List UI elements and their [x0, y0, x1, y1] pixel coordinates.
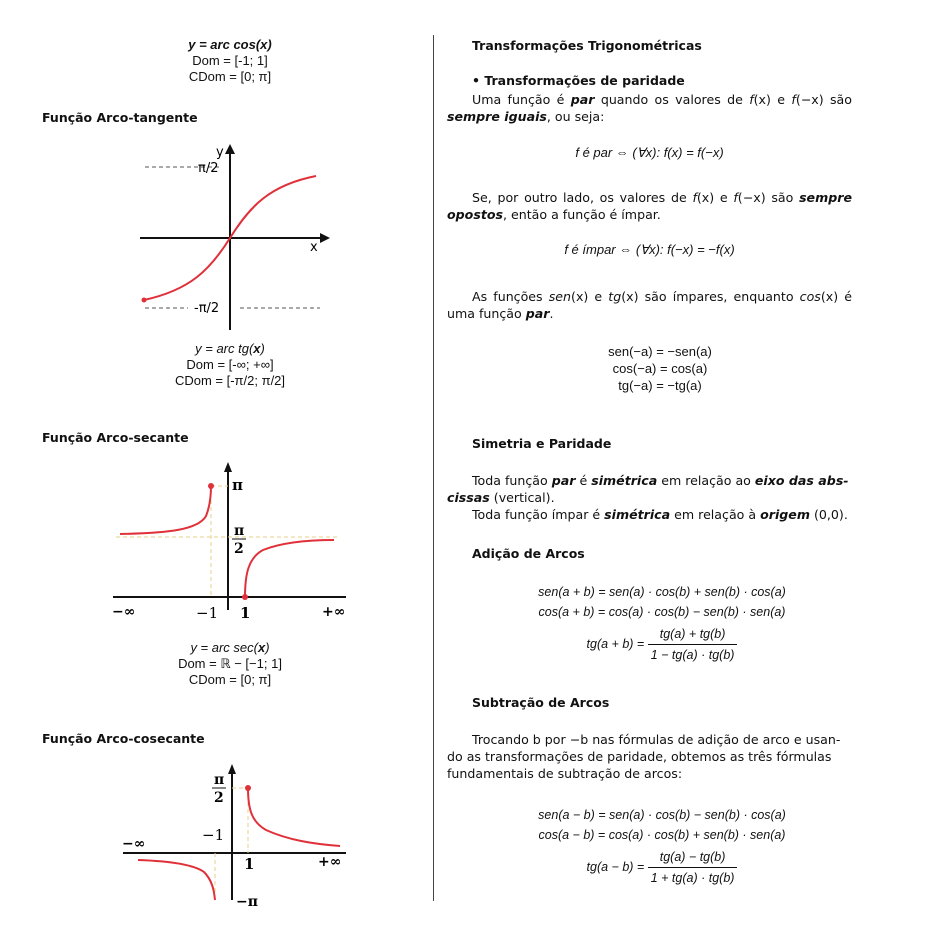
parity-p3-b: sen: [548, 289, 572, 304]
arcsec-one: 1: [240, 604, 251, 622]
arcsec-formula-pre: y = arc sec(: [190, 640, 258, 655]
arcsec-endpoint-top: [208, 483, 214, 489]
parity-p3-i: .: [549, 306, 554, 321]
arccsc-curve-right: [248, 788, 340, 846]
parity-p2-g: , então a função é ímpar.: [502, 207, 661, 222]
parity-p1-b: par: [570, 92, 595, 107]
parity-p1-e: (x) e: [753, 92, 792, 107]
parity-identities: [560, 343, 760, 394]
arccos-block: [130, 37, 330, 85]
arctan-codomain: CDom = [-π/2; π/2]: [174, 373, 286, 388]
addition-tg: [447, 624, 877, 665]
arctan-heading: Função Arco-tangente: [42, 110, 198, 125]
arctan-domain: Dom = [-∞; +∞]: [186, 357, 274, 372]
subtraction-tg-fraction: [648, 847, 738, 888]
parity-p2-d: f: [733, 190, 738, 205]
addition-formulas: [447, 582, 877, 665]
symmetry-l1-a: Toda função: [472, 473, 552, 488]
arccsc-neg-one: −1: [202, 826, 225, 844]
parity-p3-f: cos: [799, 289, 821, 304]
symmetry-l1-d: simétrica: [591, 473, 658, 488]
parity-equation-odd: f é ímpar ⇔ (∀x): f(−x) = −f(x): [564, 242, 735, 257]
subtraction-tg-lhs: tg(a − b) =: [586, 859, 645, 874]
arctan-endpoint: [142, 298, 147, 303]
arcsec-formula-var: x: [257, 640, 266, 655]
subtraction-tg-num: tg(a) − tg(b): [648, 847, 738, 868]
symmetry-l3-d: origem: [760, 507, 810, 522]
arctan-x-label: x: [310, 240, 318, 255]
arccsc-pos-inf: +∞: [318, 854, 342, 870]
identity-sen: sen(−a) = −sen(a): [608, 344, 712, 359]
arctan-formula-var: x: [253, 341, 261, 356]
subtraction-sen: sen(a − b) = sen(a) · cos(b) − sen(b) · cos(a): [538, 808, 786, 822]
arccsc-half-num: π: [214, 772, 225, 788]
arctan-formula-pre: y = arc tg(: [195, 341, 254, 356]
subtraction-tg: [447, 847, 877, 888]
symmetry-l3-c: em relação à: [670, 507, 761, 522]
symmetry-l2-b: (vertical).: [489, 490, 555, 505]
addition-tg-fraction: [648, 624, 738, 665]
subtraction-tg-den: 1 + tg(a) · tg(b): [650, 871, 735, 885]
parity-p3-c: (x) e: [571, 289, 609, 304]
symmetry-l1-e: em relação ao: [657, 473, 755, 488]
parity-p2-b: f: [692, 190, 697, 205]
subtraction-heading: Subtração de Arcos: [472, 695, 610, 710]
parity-p2-a: Se, por outro lado, os valores de: [472, 190, 693, 205]
parity-p1-i: , ou seja:: [546, 109, 605, 124]
arctan-bottom-label: -π/2: [194, 301, 220, 316]
parity-p1-a: Uma função é: [472, 92, 571, 107]
symmetry-paragraph: [447, 472, 857, 523]
arcsec-neg-inf: −∞: [112, 604, 136, 620]
arcsec-endpoint-bottom: [242, 594, 248, 600]
arcsec-heading: Função Arco-secante: [42, 430, 189, 445]
arctan-y-label: y: [216, 145, 224, 160]
arccsc-y-arrow: [228, 764, 236, 774]
arcsec-formula: [130, 640, 330, 656]
arccsc-one: 1: [244, 855, 255, 873]
parity-paragraph-2: [447, 189, 852, 223]
symmetry-l3-a: Toda função ímpar é: [472, 507, 605, 522]
parity-p1-d: f: [749, 92, 754, 107]
parity-p3-h: par: [525, 306, 550, 321]
symmetry-l3-b: simétrica: [604, 507, 671, 522]
parity-p3-a: As funções: [472, 289, 549, 304]
addition-tg-lhs: tg(a + b) =: [586, 636, 645, 651]
arccos-codomain: CDom = [0; π]: [188, 69, 272, 84]
parity-p3-d: tg: [608, 289, 622, 304]
identity-cos: cos(−a) = cos(a): [612, 361, 708, 376]
addition-tg-den: 1 − tg(a) · tg(b): [650, 648, 735, 662]
arcsec-graph: [108, 450, 353, 625]
addition-tg-num: tg(a) + tg(b): [648, 624, 738, 645]
arcsec-formula-post: ): [265, 640, 270, 655]
addition-sen: sen(a + b) = sen(a) · cos(b) + sen(b) · cos(a): [538, 585, 786, 599]
addition-heading: Adição de Arcos: [472, 546, 585, 561]
arcsec-curve-right: [245, 540, 334, 597]
parity-p3-e: (x) são ímpares, enquanto: [621, 289, 800, 304]
arcsec-neg-one: −1: [196, 604, 219, 622]
parity-equation-even: f é par ⇔ (∀x): f(x) = f(−x): [575, 145, 724, 160]
parity-p1-c: quando os valores de: [594, 92, 750, 107]
arcsec-codomain: CDom = [0; π]: [188, 672, 272, 687]
symmetry-line-3: [447, 506, 857, 523]
symmetry-l1-c: é: [575, 473, 592, 488]
arcsec-half-num: π: [234, 523, 245, 539]
arcsec-half-den: 2: [234, 541, 244, 557]
arctan-formula: [130, 341, 330, 357]
identity-tg: tg(−a) = −tg(a): [618, 378, 702, 393]
arcsec-y-arrow: [224, 462, 232, 472]
arctan-formula-post: ): [260, 341, 265, 356]
arctan-top-label: π/2: [198, 161, 219, 176]
symmetry-l1-b: par: [551, 473, 576, 488]
parity-p1-h: sempre iguais: [447, 109, 547, 124]
addition-cos: cos(a + b) = cos(a) · cos(b) − sen(b) · sen(a): [538, 605, 786, 619]
arccsc-heading: Função Arco-cosecante: [42, 731, 205, 746]
parity-p2-c: (x) e: [696, 190, 734, 205]
parity-p2-e: (−x) são: [737, 190, 800, 205]
arcsec-block: [130, 640, 330, 688]
arccsc-endpoint: [245, 785, 251, 791]
arctan-x-arrow: [320, 233, 330, 243]
subtraction-line-3: fundamentais de subtração de arcos:: [447, 766, 683, 781]
subtraction-paragraph: [447, 731, 857, 782]
arccsc-graph: [118, 760, 353, 910]
arccos-formula: y = arc cos(x): [188, 37, 272, 52]
symmetry-l1-f: eixo das abs-: [754, 473, 849, 488]
subtraction-line-2: do as transformações de paridade, obtemos as três fórmulas: [447, 749, 832, 764]
arcsec-curve-left: [120, 486, 211, 534]
parity-p1-f: f: [791, 92, 796, 107]
symmetry-line-1: [447, 472, 857, 489]
arccsc-neg-inf: −∞: [122, 836, 146, 852]
arccsc-neg-pi: −π: [236, 894, 258, 910]
arccsc-half-den: 2: [214, 790, 224, 806]
parity-heading: • Transformações de paridade: [472, 73, 685, 88]
symmetry-l2-a: cissas: [447, 490, 490, 505]
right-title: Transformações Trigonométricas: [472, 38, 702, 53]
symmetry-heading: Simetria e Paridade: [472, 436, 612, 451]
arcsec-pos-inf: +∞: [322, 604, 346, 620]
parity-paragraph-3: [447, 288, 852, 322]
symmetry-l3-e: (0,0).: [809, 507, 848, 522]
arccos-domain: Dom = [-1; 1]: [192, 53, 268, 68]
arcsec-pi-label: π: [232, 476, 243, 494]
subtraction-formulas: [447, 805, 877, 888]
arcsec-domain: Dom = ℝ − [−1; 1]: [178, 656, 282, 671]
parity-paragraph-1: [447, 91, 852, 125]
arctan-graph: [130, 140, 330, 335]
arctan-block: [130, 341, 330, 389]
subtraction-cos: cos(a − b) = cos(a) · cos(b) + sen(b) · sen(a): [538, 828, 786, 842]
parity-p2-f: sempre opostos: [447, 190, 852, 222]
subtraction-line-1: Trocando b por −b nas fórmulas de adição de arco e usan-: [472, 732, 841, 747]
parity-p3-g: (x) é uma função: [447, 289, 852, 321]
symmetry-line-2: [447, 489, 857, 506]
parity-p1-g: (−x) são: [795, 92, 852, 107]
arctan-y-arrow: [225, 144, 235, 154]
arccsc-curve-left: [138, 860, 215, 900]
column-divider: [433, 35, 434, 901]
